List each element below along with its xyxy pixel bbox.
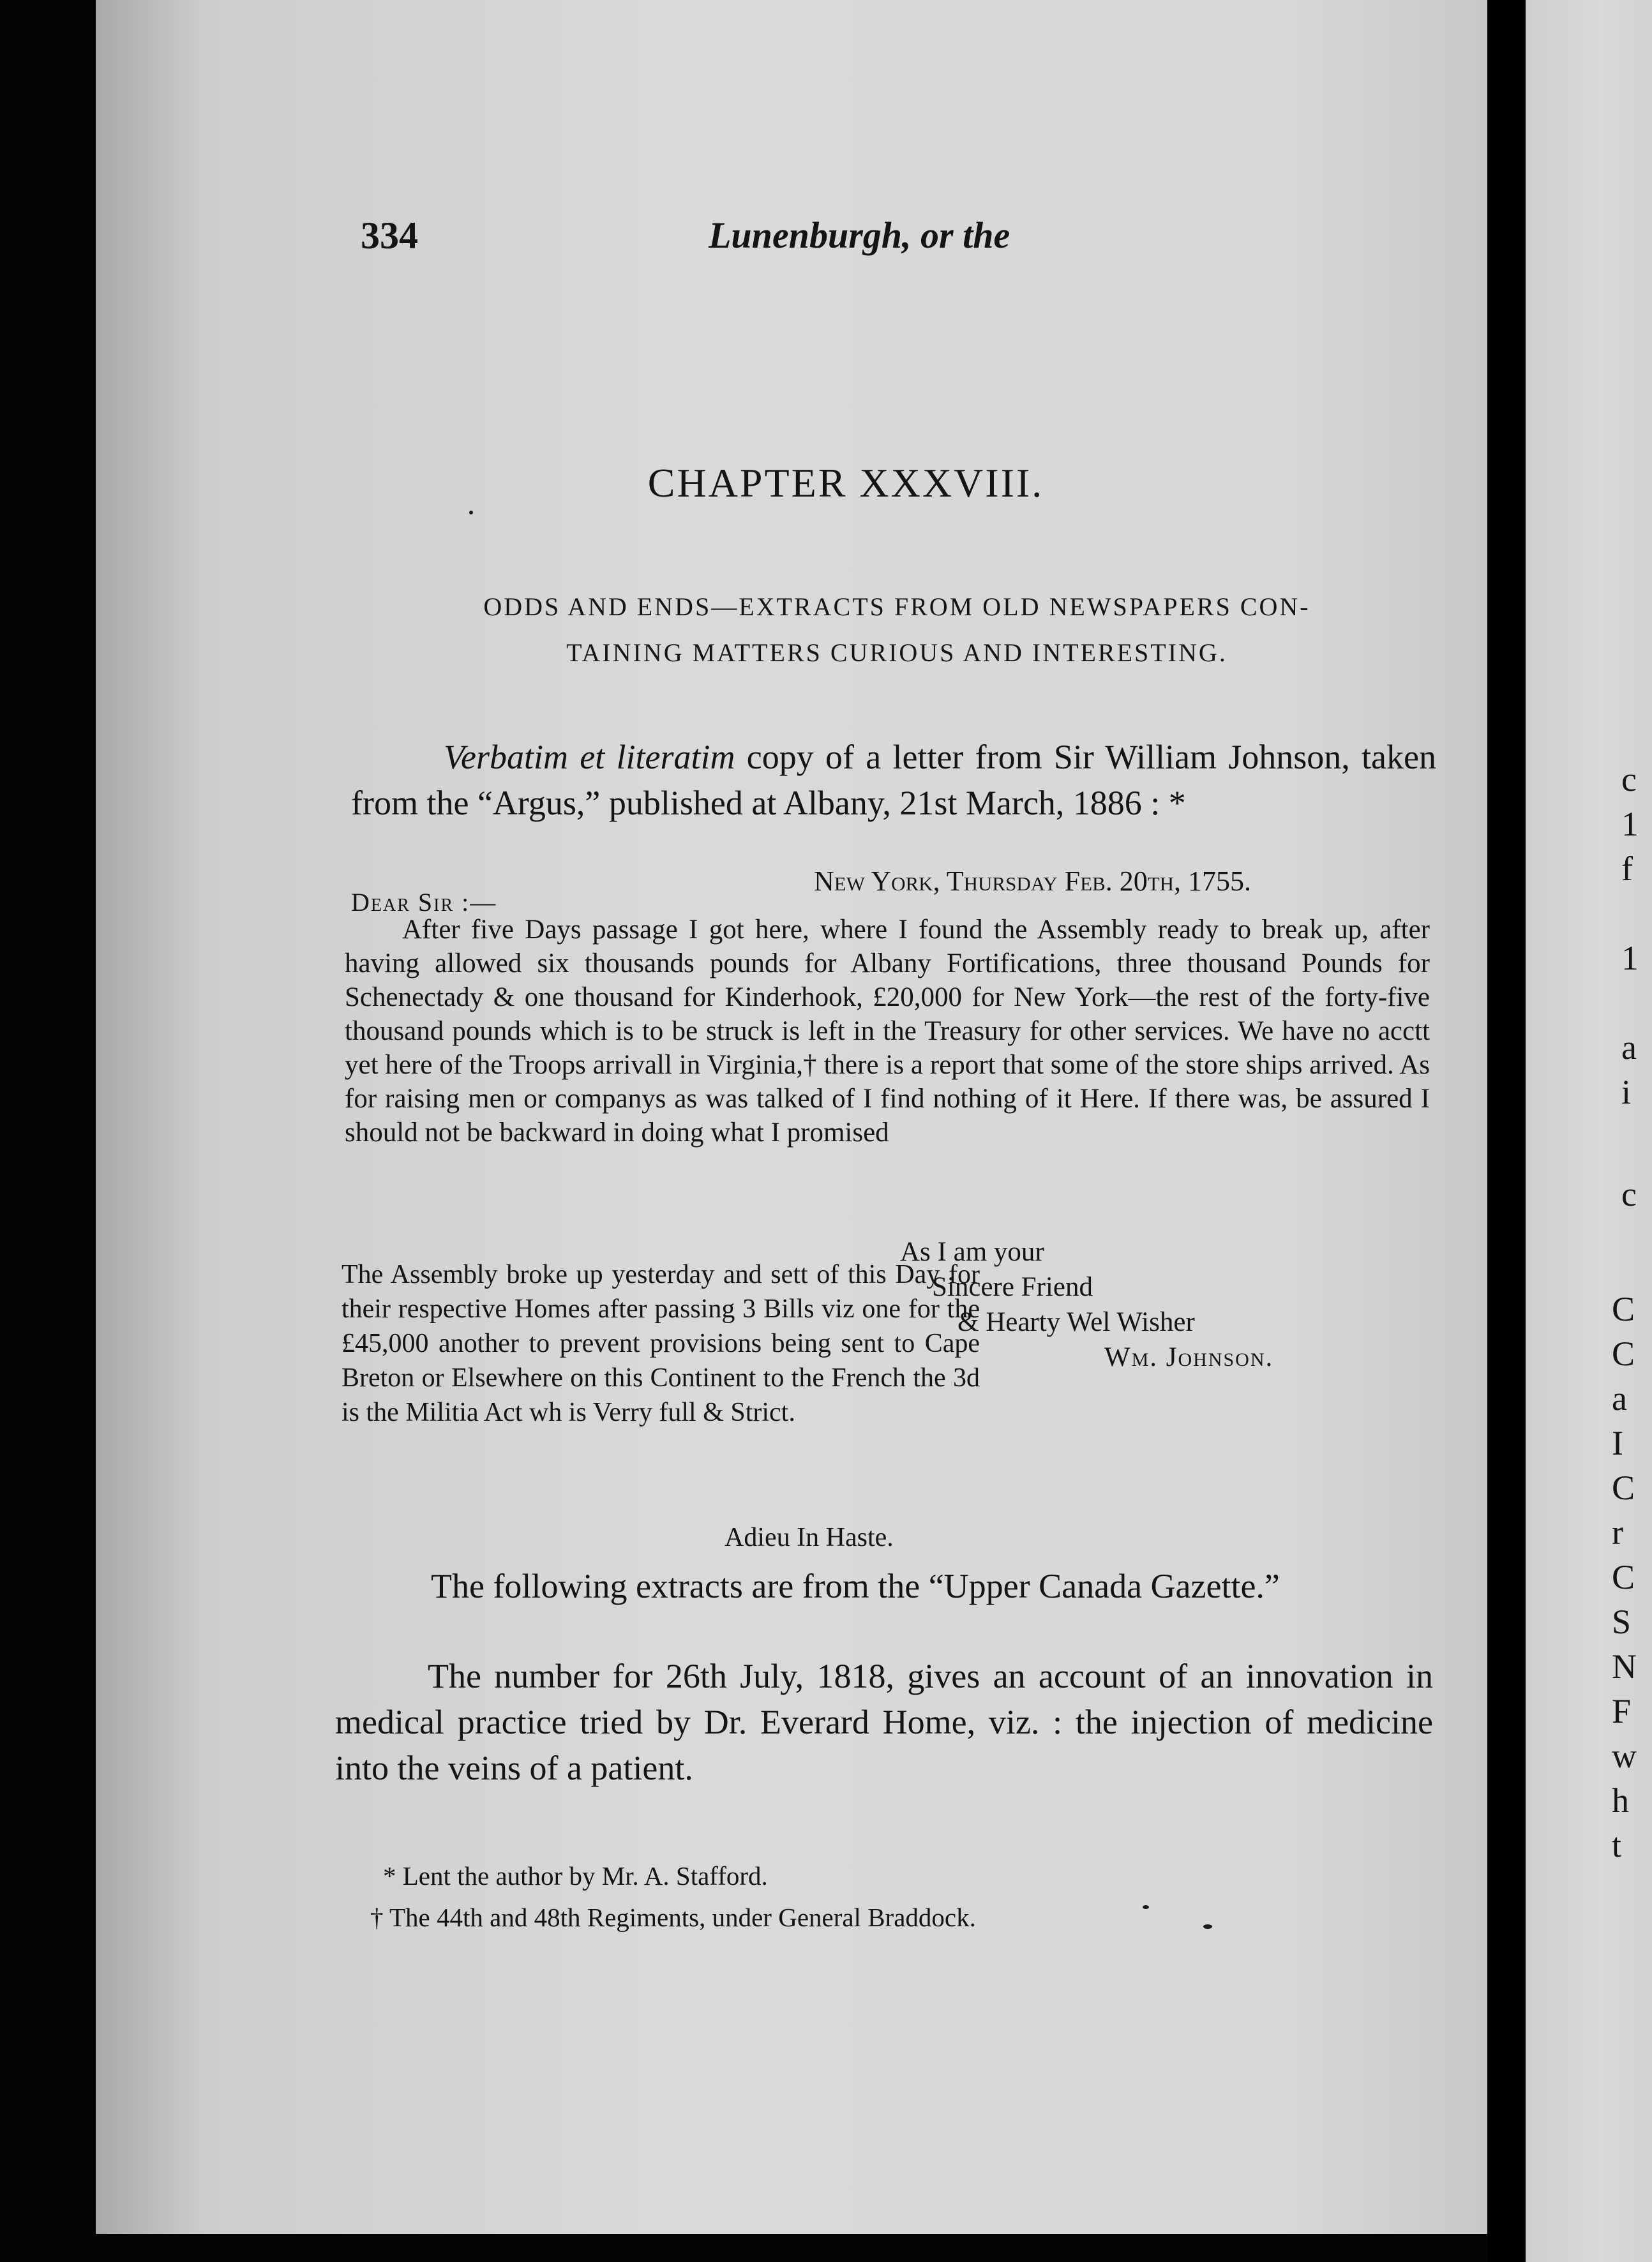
ink-speck bbox=[1203, 1924, 1212, 1929]
facing-fragment: r bbox=[1612, 1513, 1623, 1552]
facing-fragment: S bbox=[1612, 1603, 1632, 1641]
footnote-2: † The 44th and 48th Regiments, under General Braddock. bbox=[370, 1903, 976, 1932]
facing-fragment: C bbox=[1612, 1290, 1635, 1328]
intro-italic: Verbatim et literatim bbox=[444, 738, 735, 776]
facing-fragment: f bbox=[1621, 850, 1633, 888]
paragraph-number-for bbox=[335, 1653, 1433, 1791]
letter-closing-3: & Hearty Wel Wisher bbox=[957, 1307, 1195, 1337]
facing-fragment: C bbox=[1612, 1335, 1635, 1373]
facing-fragment: F bbox=[1612, 1692, 1632, 1730]
ink-speck bbox=[1143, 1905, 1149, 1909]
letter-signature: Wm. Johnson. bbox=[1104, 1342, 1274, 1372]
letter-salutation: Dear Sir :— bbox=[351, 888, 497, 917]
letter-body-text: After five Days passage I got here, where I found the Assembly ready to break up, after having allowed six thousands pounds for Albany Fortifications, three thousand Pounds for Schenectady & one thousand for Kinderhook, £20,000 for New York—the rest of the forty-five thousand pounds which is to be struck is left in the Treasury for other services. We have no acctt yet here of the Troops arrivall in Virginia,† there is a report that some of the store ships arrived. As for raising men or companys as was talked of I find nothing of it Here. If there was, be assured I should not be backward in doing what I promised bbox=[345, 915, 1430, 1148]
facing-fragment: c bbox=[1621, 1175, 1637, 1213]
chapter-title: CHAPTER XXXVIII. bbox=[647, 460, 1044, 506]
facing-fragment: h bbox=[1612, 1781, 1629, 1820]
letter-body bbox=[345, 913, 1430, 1150]
letter-closing-1: As I am your bbox=[900, 1237, 1044, 1267]
footnote-1: * Lent the author by Mr. A. Stafford. bbox=[383, 1861, 768, 1891]
binding-gutter bbox=[1487, 0, 1526, 2262]
facing-fragment: i bbox=[1621, 1073, 1632, 1111]
intro-paragraph bbox=[351, 734, 1436, 826]
facing-fragment: a bbox=[1621, 1028, 1637, 1067]
facing-fragment: I bbox=[1612, 1424, 1623, 1462]
intro-text: copy of a letter from Sir William Johnson, taken from the “Argus,” published at Albany, 21st March, 1886 : * bbox=[351, 738, 1436, 822]
paragraph-upper-canada bbox=[338, 1564, 1436, 1608]
page-number: 334 bbox=[361, 214, 418, 257]
chapter-subtitle-line-2: TAINING MATTERS CURIOUS AND INTERESTING. bbox=[566, 638, 1228, 667]
letter-date-line: New York, Thursday Feb. 20th, 1755. bbox=[814, 865, 1252, 897]
facing-page-edge bbox=[1526, 0, 1652, 2262]
chapter-subtitle-line-1: ODDS AND ENDS—EXTRACTS FROM OLD NEWSPAPERS CON- bbox=[483, 592, 1310, 621]
facing-fragment: 1 bbox=[1621, 805, 1639, 843]
facing-fragment: C bbox=[1612, 1558, 1635, 1596]
facing-fragment: C bbox=[1612, 1469, 1635, 1507]
ink-speck bbox=[469, 511, 473, 514]
facing-fragment: a bbox=[1612, 1379, 1627, 1418]
letter-postscript: The Assembly broke up yesterday and sett of this Day for their respective Homes after passing 3 Bills viz one for the £45,000 another to prevent provisions being sent to Cape Breton or Elsewhere on this Continent to the French the 3d is the Militia Act wh is Verry full & Strict. bbox=[342, 1260, 980, 1427]
facing-fragment: 1 bbox=[1621, 939, 1639, 977]
facing-fragment: w bbox=[1612, 1737, 1637, 1775]
letter-closing-2: Sincere Friend bbox=[932, 1272, 1093, 1302]
facing-fragment: c bbox=[1621, 760, 1637, 798]
chapter-subtitle bbox=[351, 584, 1443, 676]
letter-adieu: Adieu In Haste. bbox=[725, 1523, 894, 1552]
paragraph-upper-canada-text: The following extracts are from the “Upper Canada Gazette.” bbox=[431, 1567, 1280, 1605]
facing-fragment: t bbox=[1612, 1826, 1622, 1864]
book-page bbox=[96, 0, 1487, 2234]
paragraph-number-for-text: The number for 26th July, 1818, gives an account of an innovation in medical practice tried by Dr. Everard Home, viz. : the injection of medicine into the veins of a patient. bbox=[335, 1657, 1433, 1787]
running-head: Lunenburgh, or the bbox=[709, 214, 1010, 256]
facing-fragment: N bbox=[1612, 1647, 1637, 1686]
